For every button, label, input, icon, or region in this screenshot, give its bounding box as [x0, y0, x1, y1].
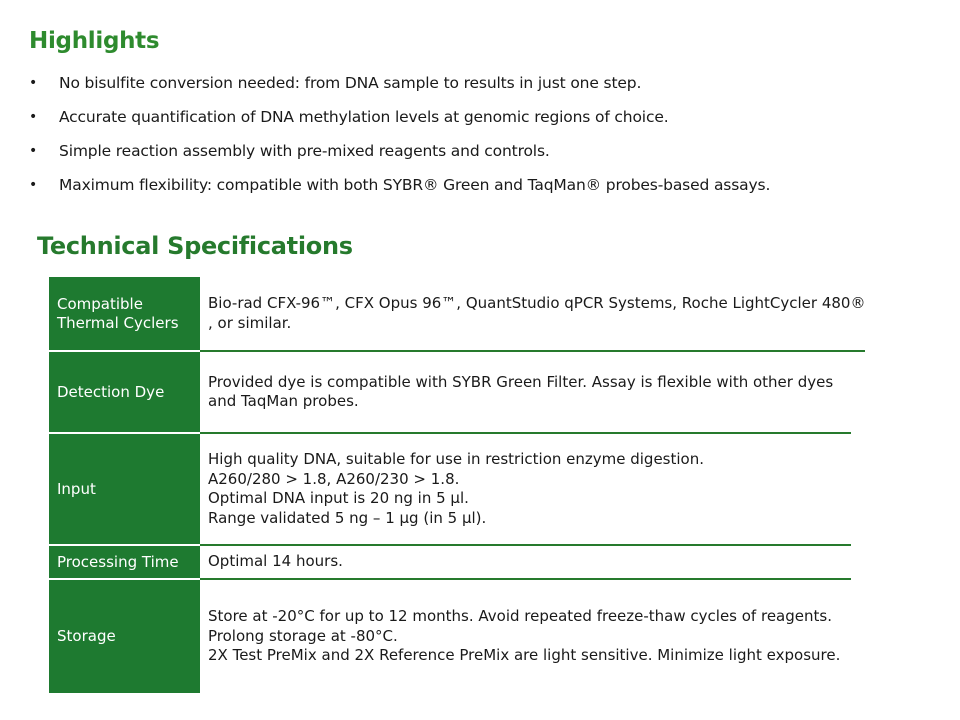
highlight-text: Accurate quantification of DNA methylation levels at genomic regions of choice. — [59, 108, 669, 126]
spec-value-line: Bio-rad CFX-96™, CFX Opus 96™, QuantStudio qPCR Systems, Roche LightCycler 480® — [208, 294, 866, 312]
spec-value-line: Prolong storage at -80°C. — [208, 626, 398, 645]
spec-label-cell — [49, 352, 200, 434]
spec-value-line: Provided dye is compatible with SYBR Green Filter. Assay is flexible with other dyes — [208, 372, 834, 391]
bullet-icon: • — [29, 75, 38, 91]
spec-label-cell — [49, 277, 200, 352]
spec-value — [208, 373, 833, 412]
spec-row-thermal-cyclers — [49, 277, 866, 352]
spec-row-processing-time — [49, 546, 851, 580]
spec-value — [208, 607, 840, 666]
spec-value-line: and TaqMan probes. — [208, 392, 359, 410]
spec-label — [57, 627, 116, 646]
spec-value-line: Optimal DNA input is 20 ng in 5 µl. — [208, 489, 469, 507]
spec-value-cell — [200, 580, 851, 693]
specs-table — [49, 277, 866, 693]
highlight-text: Maximum flexibility: compatible with both SYBR® Green and TaqMan® probes-based assays. — [59, 176, 771, 194]
spec-value-line: A260/280 > 1.8, A260/230 > 1.8. — [208, 469, 460, 488]
spec-row-detection-dye — [49, 352, 851, 434]
spec-label — [57, 295, 179, 333]
highlights-heading: Highlights — [29, 28, 160, 54]
spec-value-line: , or similar. — [208, 313, 292, 332]
spec-label — [57, 553, 179, 572]
spec-value-line: Range validated 5 ng – 1 µg (in 5 µl). — [208, 508, 487, 527]
spec-label — [57, 480, 96, 499]
spec-value-cell — [200, 277, 865, 352]
spec-label-line: Storage — [57, 627, 116, 645]
spec-row-storage — [49, 580, 851, 693]
spec-label-line: Processing Time — [57, 552, 179, 571]
spec-label-cell — [49, 434, 200, 546]
spec-value — [208, 552, 343, 572]
spec-label-line: Detection Dye — [57, 382, 165, 401]
spec-row-input — [49, 434, 851, 546]
specs-heading: Technical Specifications — [37, 232, 353, 260]
bullet-icon: • — [29, 143, 38, 159]
spec-value-line: 2X Test PreMix and 2X Reference PreMix are light sensitive. Minimize light exposure. — [208, 646, 841, 665]
spec-label-line: Compatible — [57, 294, 143, 313]
spec-value-line: Optimal 14 hours. — [208, 552, 343, 571]
spec-value — [208, 450, 704, 528]
spec-value-cell — [200, 434, 851, 546]
bullet-icon: • — [29, 177, 38, 193]
highlight-text: No bisulfite conversion needed: from DNA sample to results in just one step. — [59, 74, 642, 92]
spec-value — [208, 294, 865, 333]
spec-value-line: Store at -20°C for up to 12 months. Avoid repeated freeze-thaw cycles of reagents. — [208, 607, 832, 626]
spec-label-cell — [49, 580, 200, 693]
spec-label-line: Input — [57, 479, 96, 498]
spec-label-cell — [49, 546, 200, 580]
spec-label-line: Thermal Cyclers — [57, 313, 179, 332]
spec-value-line: High quality DNA, suitable for use in restriction enzyme digestion. — [208, 450, 704, 468]
bullet-icon: • — [29, 109, 38, 125]
spec-label — [57, 383, 164, 402]
highlight-text: Simple reaction assembly with pre-mixed reagents and controls. — [59, 142, 550, 160]
spec-value-cell — [200, 352, 851, 434]
spec-value-cell — [200, 546, 851, 580]
